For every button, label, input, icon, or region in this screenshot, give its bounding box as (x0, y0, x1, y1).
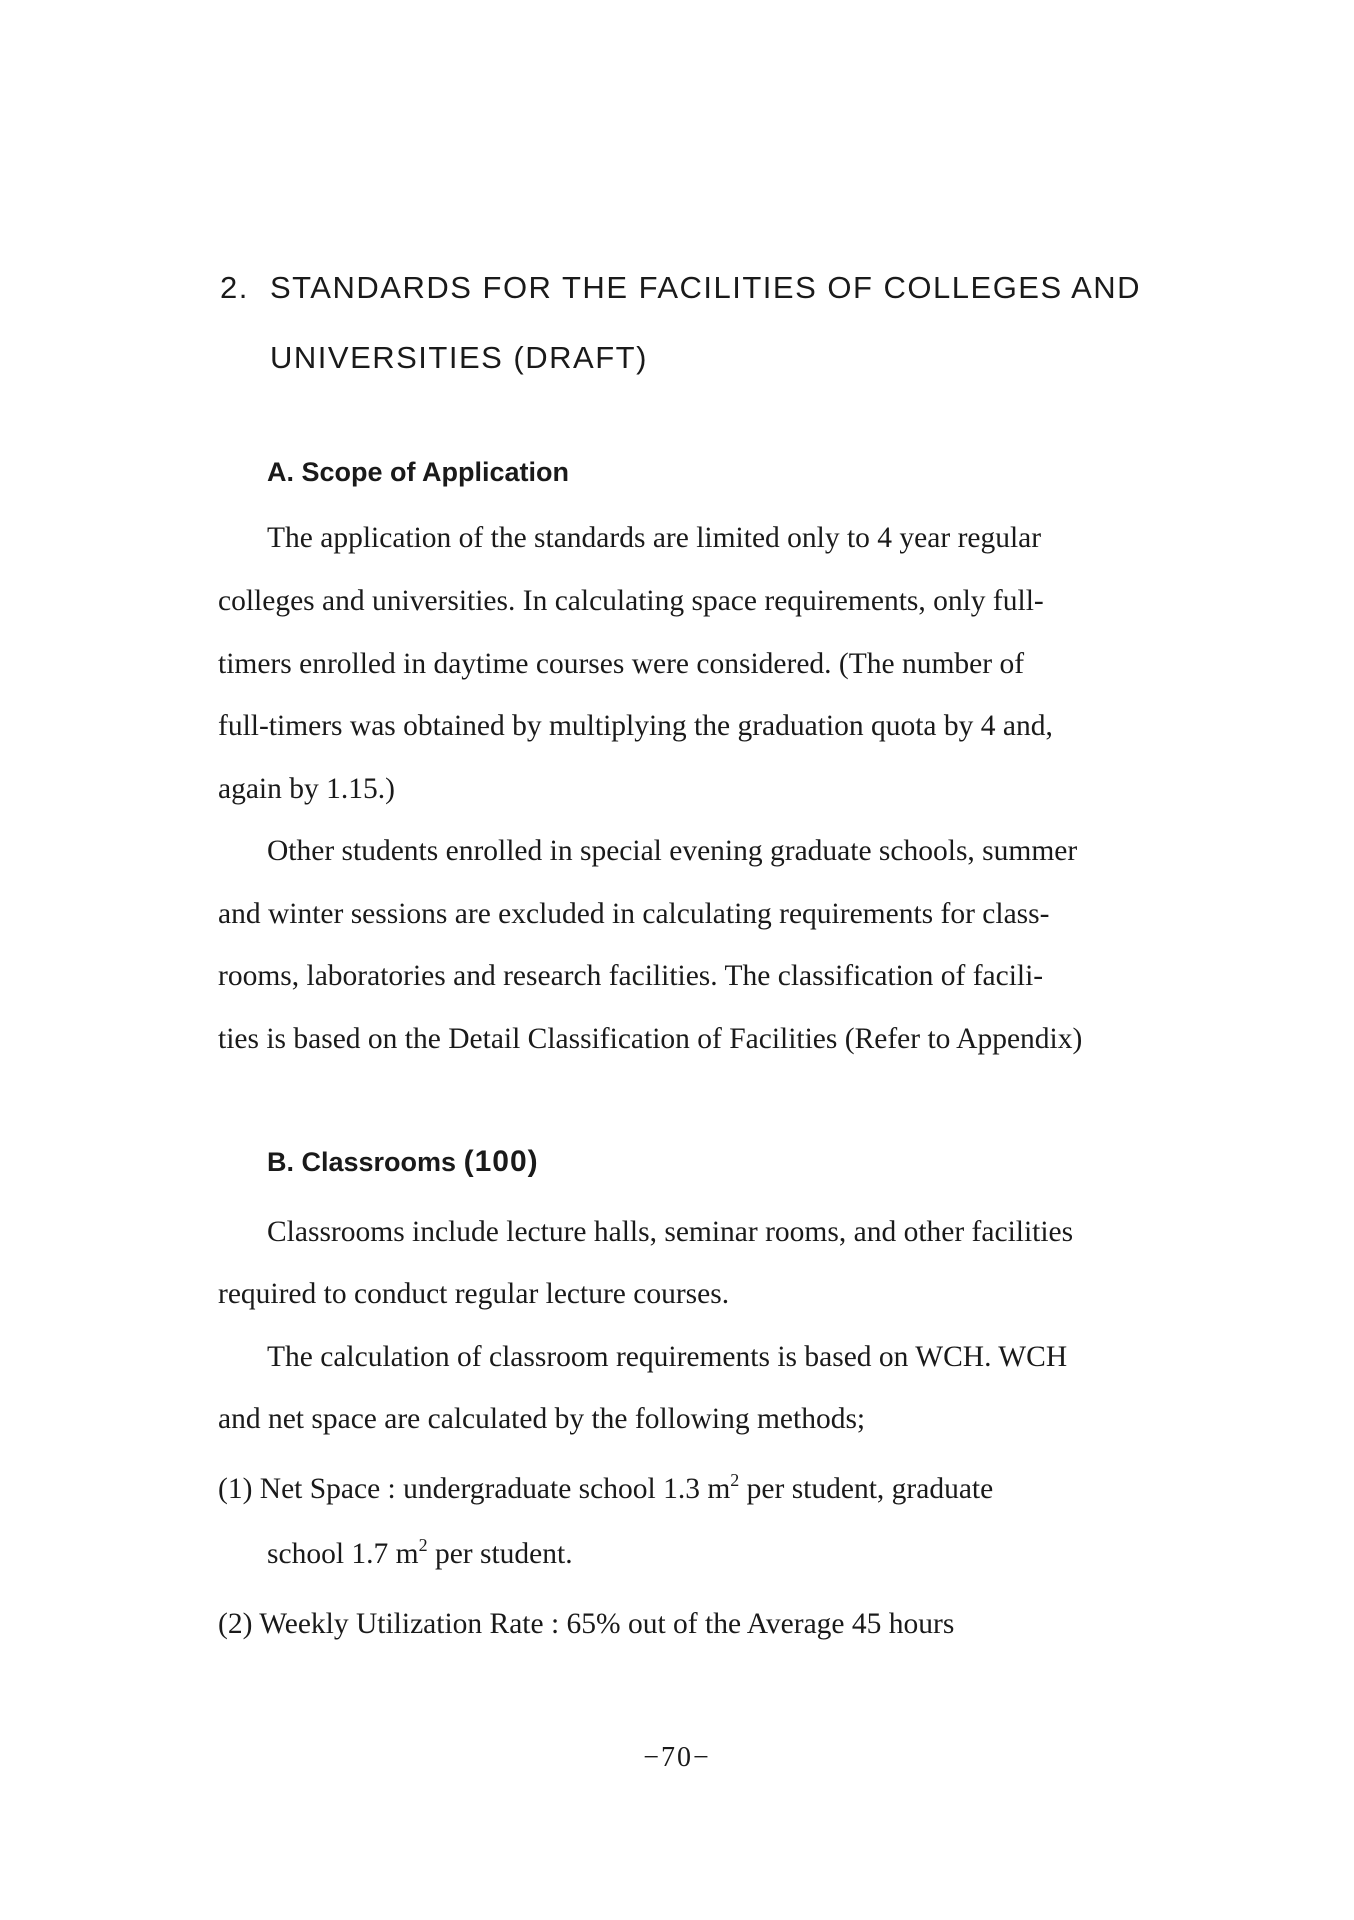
section-a-p2-line4: ties is based on the Detail Classification of Facilities (Refer to Appendix) (218, 1023, 1083, 1055)
main-heading-line2: UNIVERSITIES (DRAFT) (270, 340, 648, 375)
page-number: −70− (643, 1742, 711, 1773)
section-a-p2-line1: Other students enrolled in special evening graduate schools, summer (267, 835, 1078, 867)
section-a-p1-line5: again by 1.15.) (218, 773, 395, 805)
section-b-p1-line1: Classrooms include lecture halls, seminar rooms, and other facilities (267, 1216, 1074, 1248)
main-heading-line1 (220, 272, 1180, 303)
section-b-item2: (2) Weekly Utilization Rate : 65% out of the Average 45 hours (218, 1608, 955, 1640)
section-a-p2-line3: rooms, laboratories and research facilities. The classification of facili- (218, 960, 1044, 992)
section-a-p1-line3: timers enrolled in daytime courses were considered. (The number of (218, 648, 1025, 680)
heading-number: 2. (220, 270, 249, 305)
section-b-p1-line2: required to conduct regular lecture courses. (218, 1278, 730, 1310)
section-b-p2-line1: The calculation of classroom requirements is based on WCH. WCH (267, 1341, 1068, 1373)
section-a-p1-line4: full-timers was obtained by multiplying the graduation quota by 4 and, (218, 710, 1053, 742)
section-b-title (267, 1147, 539, 1177)
heading-line1-text: STANDARDS FOR THE FACILITIES OF COLLEGES AND (270, 270, 1142, 305)
section-b-title-text: B. Classrooms (267, 1147, 457, 1177)
section-b-item1-line2: school 1.7 $m^2$ per student. (267, 1535, 573, 1570)
section-b-code: (100) (463, 1145, 539, 1178)
section-a-p1-line2: colleges and universities. In calculating space requirements, only full- (218, 585, 1044, 617)
section-a-p1-line1: The application of the standards are limited only to 4 year regular (267, 522, 1042, 554)
section-a-p2-line2: and winter sessions are excluded in calculating requirements for class- (218, 898, 1050, 930)
section-a-title: A. Scope of Application (267, 457, 570, 487)
section-b-p2-line2: and net space are calculated by the following methods; (218, 1403, 866, 1435)
section-b-item1-line1: (1) Net Space : undergraduate school 1.3 $m^2$ per student, graduate (218, 1470, 994, 1505)
